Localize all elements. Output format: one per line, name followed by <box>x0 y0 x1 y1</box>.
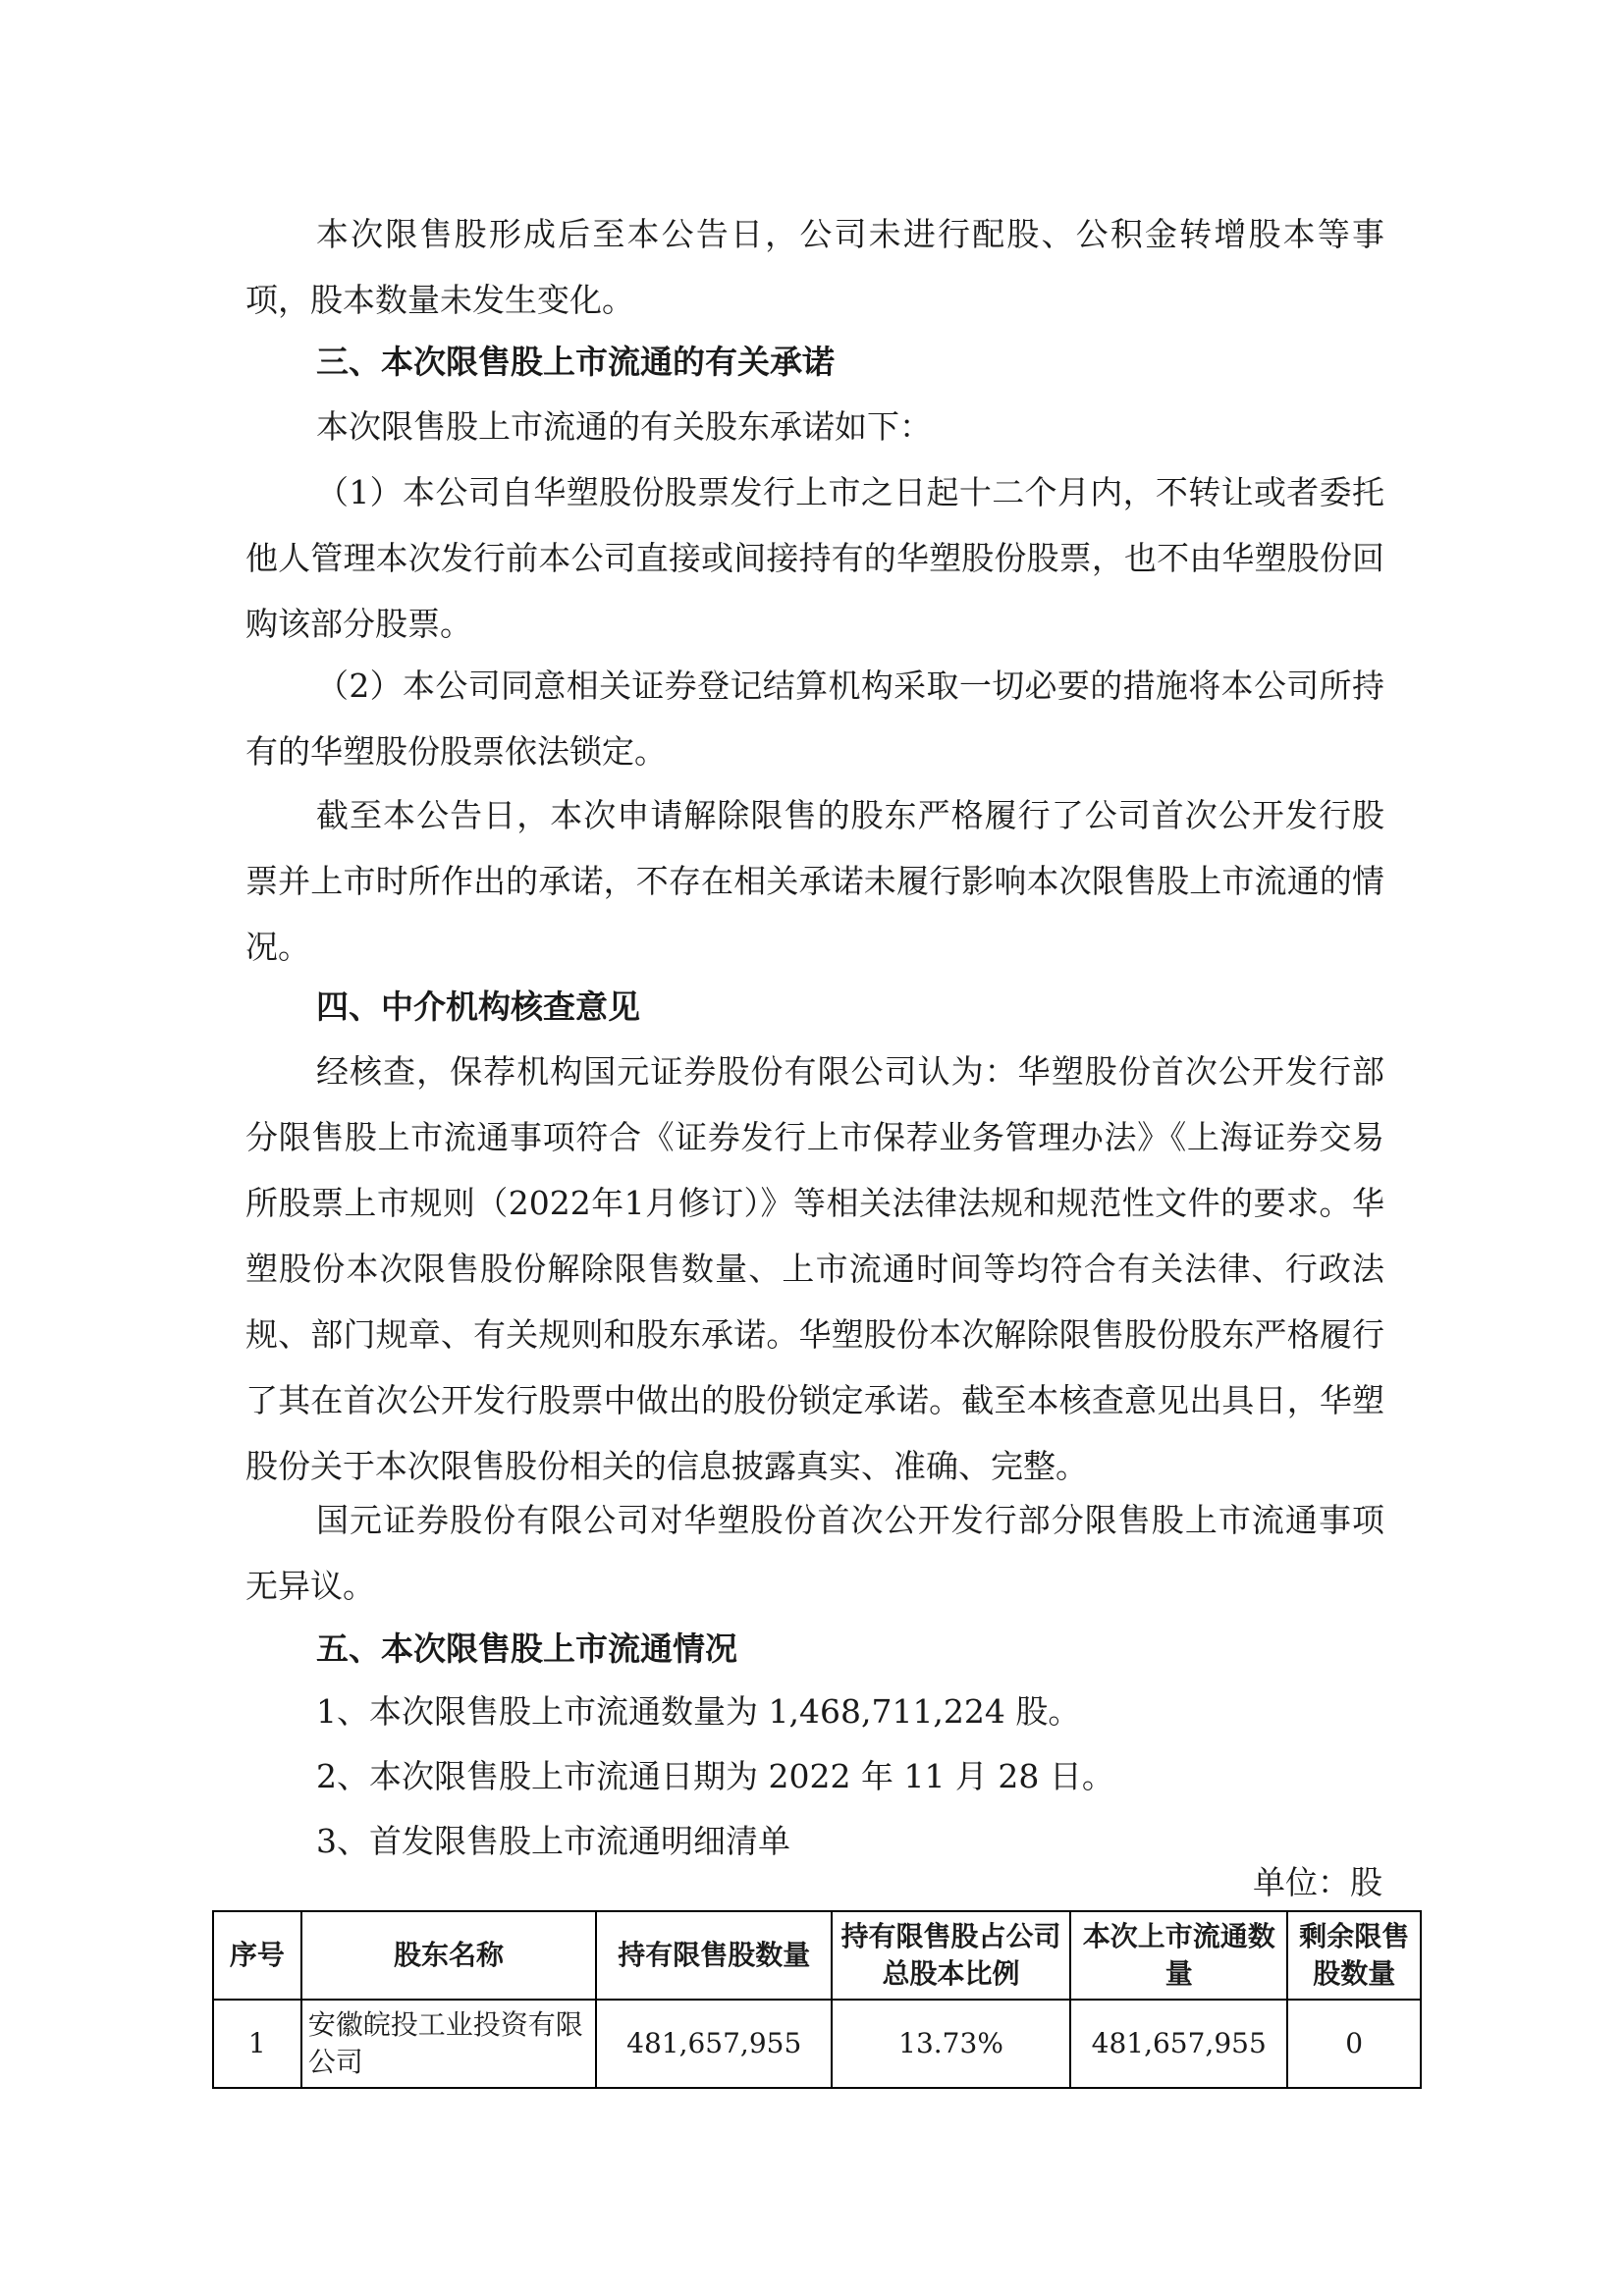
header-shareholder-name: 股东名称 <box>301 1911 597 2000</box>
section-heading-listing-details: 五、本次限售股上市流通情况 <box>316 1629 737 1668</box>
paragraph-commitment-2: （2）本公司同意相关证券登记结算机构采取一切必要的措施将本公司所持有的华塑股份股票依法锁定。 <box>245 667 1384 771</box>
section-heading-sponsor-opinion: 四、中介机构核查意见 <box>316 988 640 1026</box>
unit-label: 单位：股 <box>1253 1863 1382 1901</box>
paragraph-sponsor-conclusion: 国元证券股份有限公司对华塑股份首次公开发行部分限售股上市流通事项无异议。 <box>245 1501 1384 1605</box>
header-listed-quantity: 本次上市流通数量 <box>1070 1911 1287 2000</box>
table-header-row <box>213 1911 1421 2000</box>
section-heading-commitments: 三、本次限售股上市流通的有关承诺 <box>316 343 835 381</box>
listing-list-item: 3、首发限售股上市流通明细清单 <box>316 1822 790 1860</box>
paragraph-commitments-intro: 本次限售股上市流通的有关股东承诺如下： <box>316 407 932 446</box>
paragraph-share-capital: 本次限售股形成后至本公告日，公司未进行配股、公积金转增股本等事项，股本数量未发生变化。 <box>245 215 1384 319</box>
cell-no: 1 <box>213 2000 301 2088</box>
paragraph-commitment-status: 截至本公告日，本次申请解除限售的股东严格履行了公司首次公开发行股票并上市时所作出的承诺，不存在相关承诺未履行影响本次限售股上市流通的情况。 <box>245 796 1384 966</box>
cell-remaining-shares: 0 <box>1287 2000 1421 2088</box>
listing-quantity-item: 1、本次限售股上市流通数量为 1,468,711,224 股。 <box>316 1692 1081 1731</box>
cell-restricted-shares: 481,657,955 <box>596 2000 832 2088</box>
cell-listed-quantity: 481,657,955 <box>1070 2000 1287 2088</box>
table-row <box>213 2000 1421 2088</box>
listing-date-item: 2、本次限售股上市流通日期为 2022 年 11 月 28 日。 <box>316 1757 1114 1795</box>
restricted-shares-table <box>212 1910 1422 2089</box>
header-remaining-shares: 剩余限售股数量 <box>1287 1911 1421 2000</box>
header-no: 序号 <box>213 1911 301 2000</box>
header-restricted-shares: 持有限售股数量 <box>596 1911 832 2000</box>
header-share-ratio: 持有限售股占公司总股本比例 <box>832 1911 1070 2000</box>
cell-shareholder-name: 安徽皖投工业投资有限公司 <box>301 2000 597 2088</box>
paragraph-commitment-1: （1）本公司自华塑股份股票发行上市之日起十二个月内，不转让或者委托他人管理本次发行前本公司直接或间接持有的华塑股份股票，也不由华塑股份回购该部分股票。 <box>245 473 1384 643</box>
paragraph-sponsor-findings: 经核查，保荐机构国元证券股份有限公司认为：华塑股份首次公开发行部分限售股上市流通事项符合《证券发行上市保荐业务管理办法》《上海证券交易所股票上市规则（2022年1月修订）》等相关法律法规和规范性文件的要求。华塑股份本次限售股份解除限售数量、上市流通时间等均符合有关法律、行政法规、部门规章、有关规则和股东承诺。华塑股份本次解除限售股份股东严格履行了其在首次公开发行股票中做出的股份锁定承诺。截至本核查意见出具日，华塑股份关于本次限售股份相关的信息披露真实、准确、完整。 <box>245 1052 1384 1485</box>
cell-share-ratio: 13.73% <box>832 2000 1070 2088</box>
